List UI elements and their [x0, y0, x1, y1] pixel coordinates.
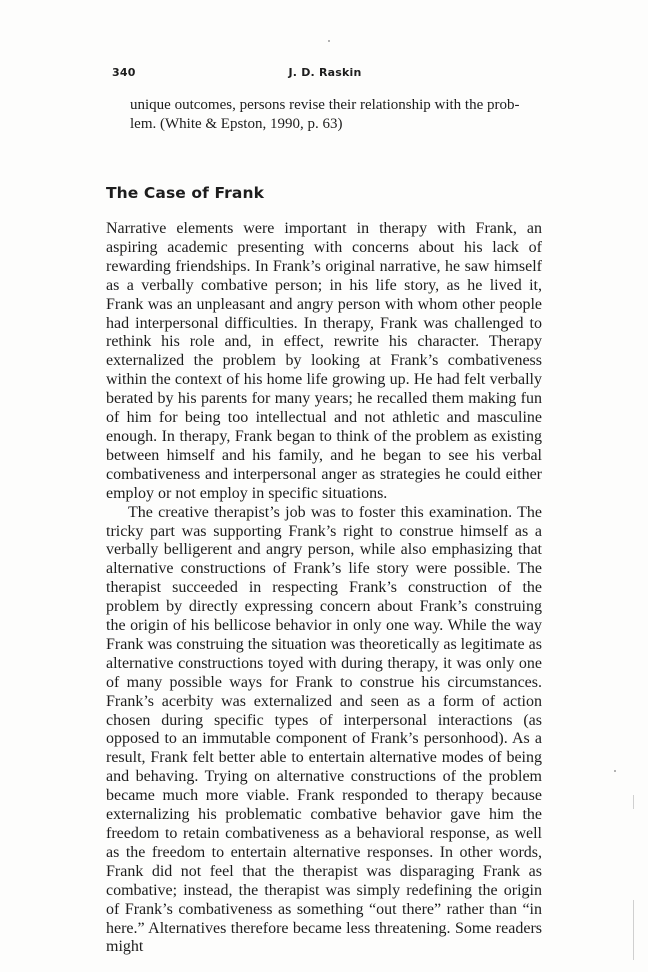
block-quote-line: lem. (White & Epston, 1990, p. 63): [130, 116, 343, 132]
page-number: 340: [112, 66, 136, 79]
block-quote: [130, 96, 540, 134]
body-text: [106, 220, 542, 957]
section-heading: The Case of Frank: [106, 184, 265, 202]
block-quote-line: unique outcomes, persons revise their relationship with the prob-: [130, 97, 520, 113]
running-head: [112, 66, 538, 82]
scan-edge-mark: [633, 900, 634, 960]
scan-edge-mark: [633, 795, 634, 809]
body-paragraph: The creative therapist’s job was to foster this examination. The tricky part was supporting Frank’s right to construe himself as a verbally belligerent and angry person, while also emphasizing that alternative constructions of Frank’s life story were possible. The therapist succeeded in respecting Frank’s construction of the problem by directly expressing concern about Frank’s construing the origin of his bellicose behavior in only one way. While the way Frank was construing the situation was theoretically as legitimate as alternative constructions toyed with during therapy, it was only one of many possible ways for Frank to construe his circumstances. Frank’s acerbity was externalized and seen as a form of action chosen during specific types of interpersonal interactions (as opposed to an immutable component of Frank’s personhood). As a result, Frank felt better able to entertain alternative modes of being and behaving. Trying on alternative constructions of the problem became much more viable. Frank responded to therapy because externalizing his problematic combative behavior gave him the freedom to retain combativeness as a behavioral response, as well as the freedom to entertain alternative responses. In other words, Frank did not feel that the therapist was disparaging Frank as combative; instead, the therapist was simply redefining the origin of Frank’s combativeness as something “out there” rather than “in here.” Alternatives therefore became less threatening. Some readers might: [106, 503, 542, 956]
running-head-author: J. D. Raskin: [288, 66, 362, 79]
scan-speck: [328, 40, 330, 42]
body-paragraph: Narrative elements were important in therapy with Frank, an aspiring academic presenting with concerns about his lack of rewarding friendships. In Frank’s original narrative, he saw himself as a verbally combative person; in his life story, as he lived it, Frank was an unpleasant and angry person with whom other people had interpersonal difficulties. In therapy, Frank was challenged to rethink his role and, in effect, rewrite his character. Therapy externalized the problem by looking at Frank’s combativeness within the context of his home life growing up. He had felt verbally berated by his parents for many years; he recalled them making fun of him for being too intellectual and not athletic and masculine enough. In therapy, Frank began to think of the problem as existing between himself and his family, and he began to see his verbal combativeness and interpersonal anger as strategies he could either employ or not employ in specific situations.: [106, 220, 542, 502]
scan-speck: [614, 770, 616, 772]
